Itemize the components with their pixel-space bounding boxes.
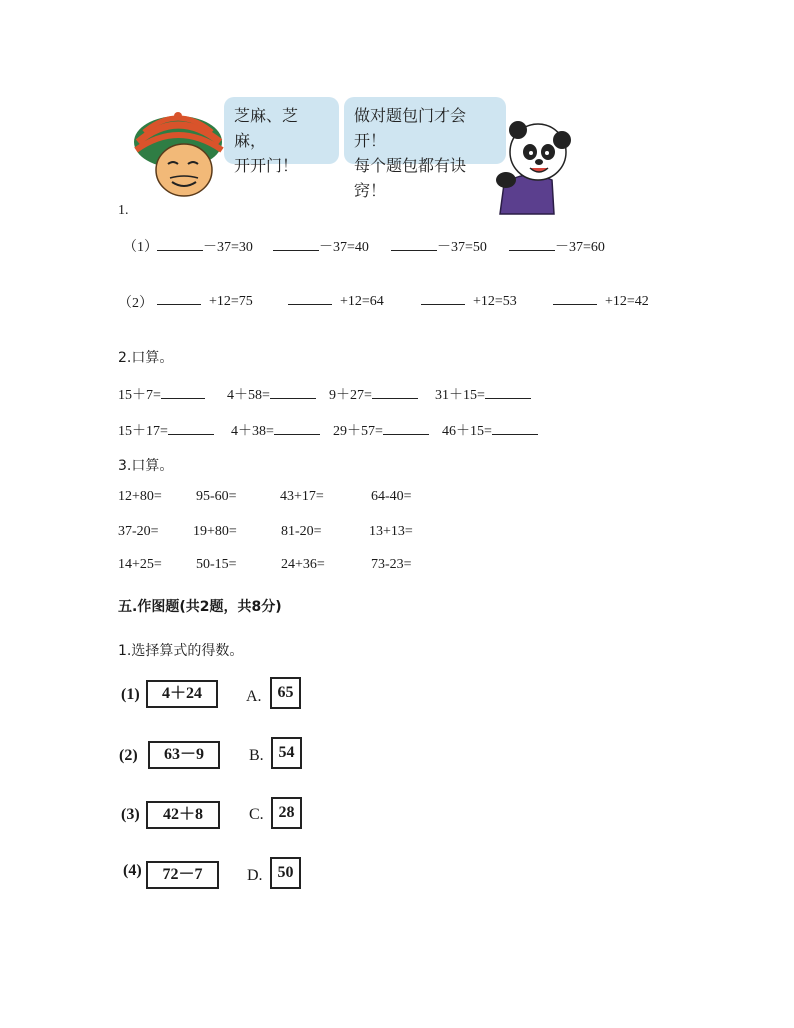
answer-blank[interactable] xyxy=(273,238,319,251)
q3-cell: 12+80= xyxy=(118,489,162,504)
q3-cell: 81-20= xyxy=(281,524,322,539)
answer-blank[interactable] xyxy=(383,422,429,435)
answer-blank[interactable] xyxy=(372,386,418,399)
speech-bubble-left xyxy=(224,97,339,175)
answer-blank[interactable] xyxy=(274,422,320,435)
answer-box[interactable]: 28 xyxy=(271,797,302,829)
q1-row1-item-2: －37=40 xyxy=(273,236,369,256)
section-heading: 五.作图题(共2题，共8分) xyxy=(118,599,282,615)
expression-box: 72－7 xyxy=(146,861,219,889)
q1-row1-label: （1） xyxy=(123,240,158,255)
bubble-left-line-1: 芝麻、芝麻， xyxy=(234,106,299,150)
q3-cell: 43+17= xyxy=(280,489,324,504)
answer-blank[interactable] xyxy=(509,238,555,251)
q3-cell: 24+36= xyxy=(281,557,325,572)
answer-blank[interactable] xyxy=(168,422,214,435)
q1-row2-item-1: +12=75 xyxy=(157,292,253,310)
answer-blank[interactable] xyxy=(391,238,437,251)
match-instruction: 1.选择算式的得数。 xyxy=(118,643,244,659)
panda-illustration xyxy=(486,118,576,216)
answer-blank[interactable] xyxy=(485,386,531,399)
answer-box[interactable]: 50 xyxy=(270,857,301,889)
choice-letter: B. xyxy=(249,747,264,764)
expression-box: 63－9 xyxy=(148,741,220,769)
match-item-number: (4) xyxy=(123,862,142,879)
q1-row2-item-3: +12=53 xyxy=(421,292,517,310)
match-item-number: (3) xyxy=(121,806,140,823)
q2-row2-item-3: 29＋57= xyxy=(333,420,429,440)
answer-blank[interactable] xyxy=(492,422,538,435)
answer-box[interactable]: 65 xyxy=(270,677,301,709)
q2-row1-item-2: 4＋58= xyxy=(227,384,316,404)
choice-letter: A. xyxy=(246,688,262,705)
q2-row1-item-1: 15＋7= xyxy=(118,384,205,404)
q2-row1-item-4: 31＋15= xyxy=(435,384,531,404)
speech-bubble-right xyxy=(344,97,506,200)
choice-letter: D. xyxy=(247,867,263,884)
q3-cell: 19+80= xyxy=(193,524,237,539)
q3-cell: 64-40= xyxy=(371,489,412,504)
q1-row2-label: （2） xyxy=(118,296,153,311)
q3-title: 3.口算。 xyxy=(118,458,174,474)
answer-box[interactable]: 54 xyxy=(271,737,302,769)
bubble-right-line-1: 做对题包门才会开！ xyxy=(354,106,467,150)
q2-row2-item-2: 4＋38= xyxy=(231,420,320,440)
genie-illustration xyxy=(130,112,230,202)
q3-cell: 73-23= xyxy=(371,557,412,572)
answer-blank[interactable] xyxy=(421,292,465,305)
answer-blank[interactable] xyxy=(553,292,597,305)
q2-row1-item-3: 9＋27= xyxy=(329,384,418,404)
q3-cell: 50-15= xyxy=(196,557,237,572)
q2-row2-item-4: 46＋15= xyxy=(442,420,538,440)
q3-cell: 95-60= xyxy=(196,489,237,504)
q2-row2-item-1: 15＋17= xyxy=(118,420,214,440)
q3-cell: 14+25= xyxy=(118,557,162,572)
answer-blank[interactable] xyxy=(288,292,332,305)
q1-row2-item-4: +12=42 xyxy=(553,292,649,310)
q1-number: 1. xyxy=(118,203,129,218)
bubble-left-line-2: 开开门！ xyxy=(234,156,299,175)
match-item-number: (2) xyxy=(119,747,138,764)
answer-blank[interactable] xyxy=(161,386,205,399)
answer-blank[interactable] xyxy=(270,386,316,399)
q3-cell: 37-20= xyxy=(118,524,159,539)
bubble-right-line-2: 每个题包都有诀窍！ xyxy=(354,156,467,200)
q2-title: 2.口算。 xyxy=(118,350,174,366)
q1-row1-item-3: －37=50 xyxy=(391,236,487,256)
answer-blank[interactable] xyxy=(157,292,201,305)
expression-box: 42＋8 xyxy=(146,801,220,829)
expression-box: 4＋24 xyxy=(146,680,218,708)
q3-cell: 13+13= xyxy=(369,524,413,539)
choice-letter: C. xyxy=(249,806,264,823)
q1-row2-item-2: +12=64 xyxy=(288,292,384,310)
q1-row1-item-4: －37=60 xyxy=(509,236,605,256)
q1-row1-item-1: －37=30 xyxy=(157,236,253,256)
match-item-number: (1) xyxy=(121,686,140,703)
answer-blank[interactable] xyxy=(157,238,203,251)
